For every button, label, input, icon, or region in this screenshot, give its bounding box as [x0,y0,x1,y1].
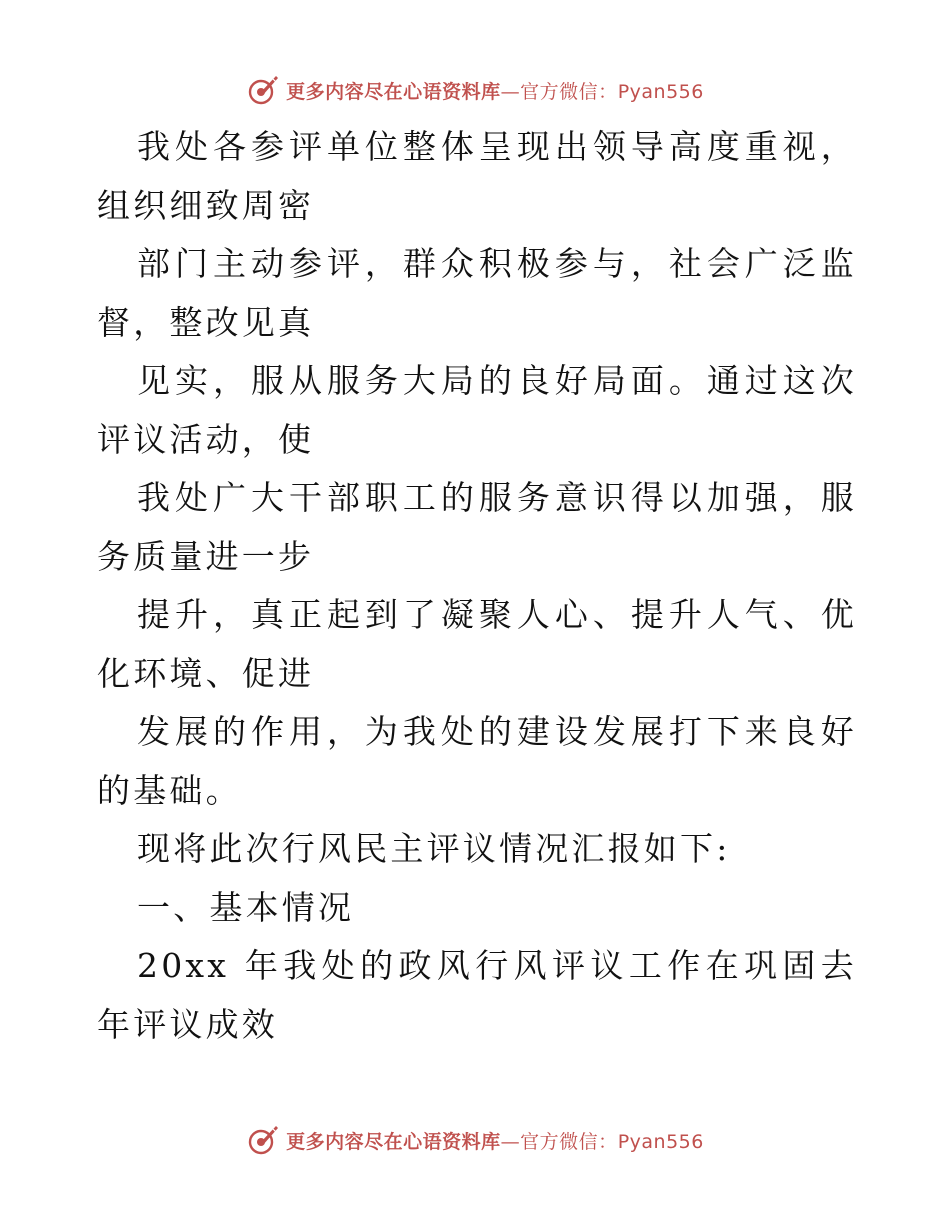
paragraph-3: 见实，服从服务大局的良好局面。通过这次评议活动，使 [97,361,857,459]
footer-watermark [0,1120,950,1160]
paragraph-2: 部门主动参评，群众积极参与，社会广泛监督，整改见真 [97,244,857,342]
paragraph-6: 发展的作用，为我处的建设发展打下来良好的基础。 [97,712,857,810]
watermark-label: 官方微信： [520,1130,618,1153]
watermark-text [286,77,704,104]
paragraph-7: 现将此次行风民主评议情况汇报如下: [137,829,731,868]
watermark-main-text: 更多内容尽在心语资料库 [286,1130,501,1153]
section-heading: 一、基本情况 [137,887,355,927]
watermark-separator: — [500,80,521,103]
paragraph-1: 我处各参评单位整体呈现出领导高度重视，组织细致周密 [97,127,857,225]
quill-pen-circle-icon [246,73,280,107]
paragraph-8: 20xx 年我处的政风行风评议工作在巩固去年评议成效 [97,946,857,1044]
paragraph-5: 提升，真正起到了凝聚人心、提升人气、优化环境、促进 [97,595,857,693]
watermark-account: Pyan556 [617,1130,704,1153]
quill-pen-circle-icon [246,1123,280,1157]
watermark-account: Pyan556 [617,80,704,103]
watermark-label: 官方微信： [520,80,618,103]
header-watermark [0,70,950,110]
watermark-separator: — [500,1130,521,1153]
watermark-main-text: 更多内容尽在心语资料库 [286,80,501,103]
paragraph-4: 我处广大干部职工的服务意识得以加强，服务质量进一步 [97,478,857,576]
watermark-text [286,1127,704,1154]
document-body [97,118,857,1054]
